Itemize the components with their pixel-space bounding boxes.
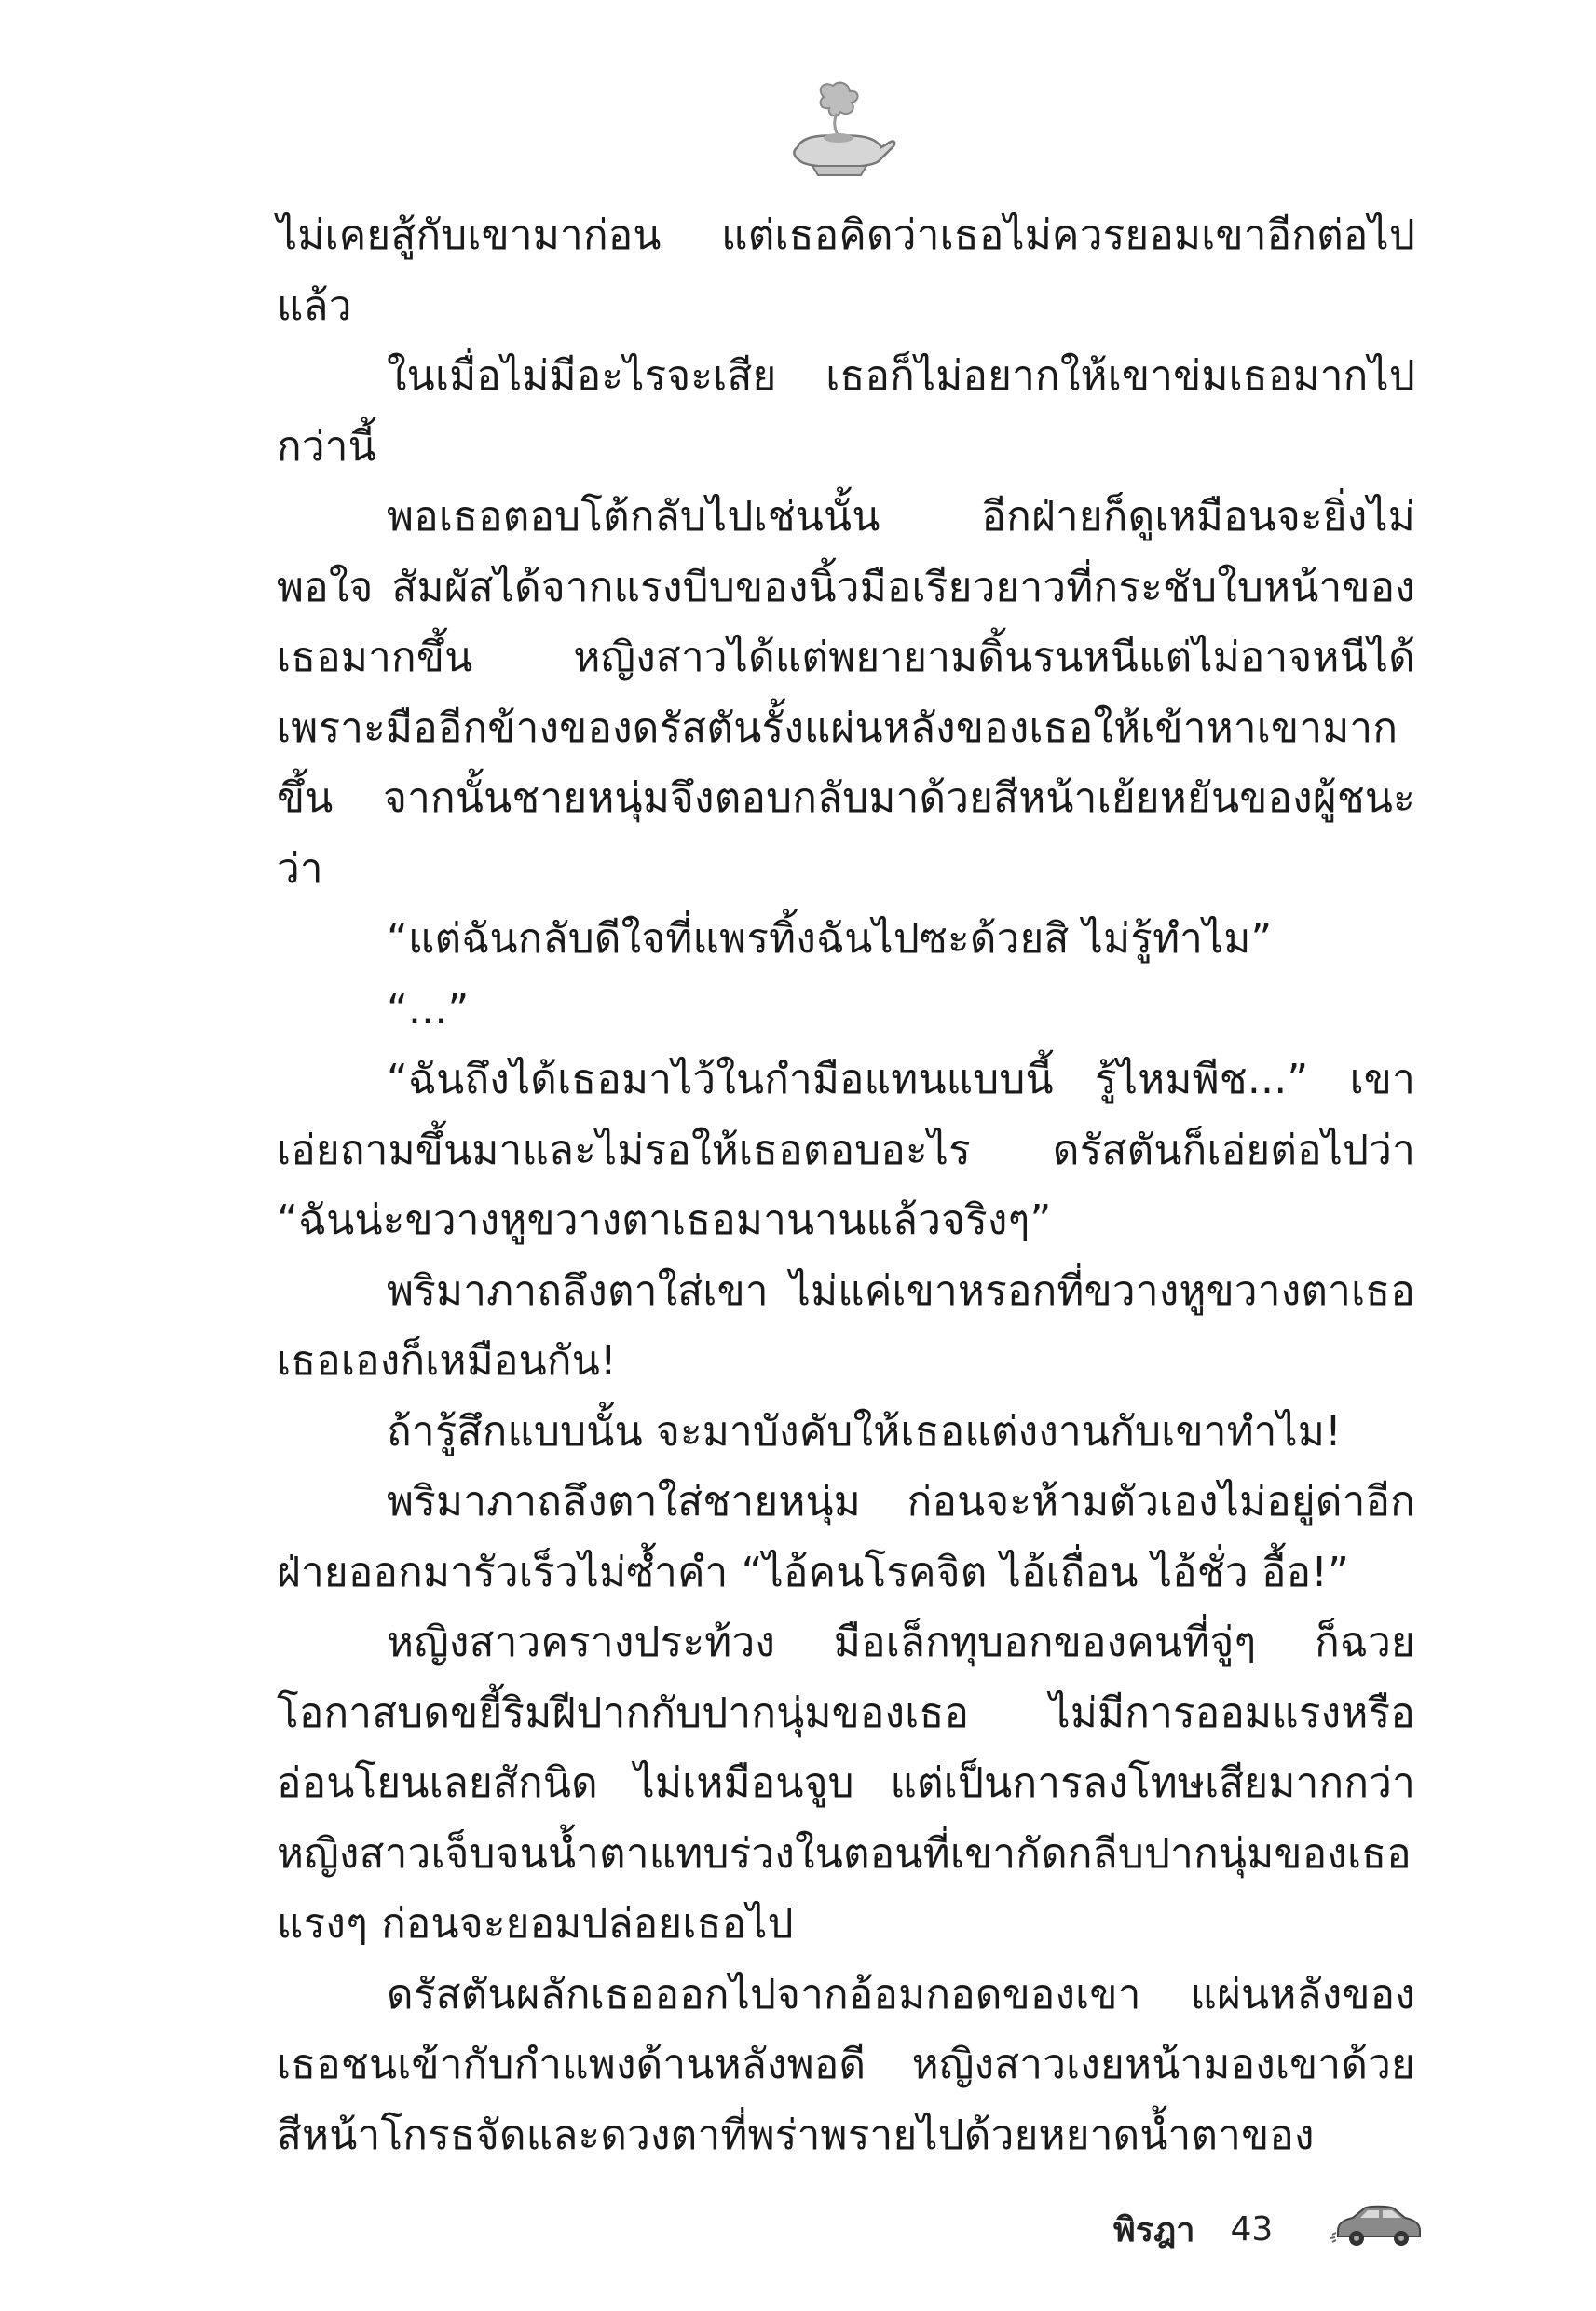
paragraph: พริมาภาถลึงตาใส่เขา ไม่แค่เขาหรอกที่ขวางหูขวางตาเธอ เธอเองก็เหมือนกัน! — [277, 1266, 1415, 1385]
paragraph: ไม่เคยสู้กับเขามาก่อน แต่เธอคิดว่าเธอไม่ควรยอมเขาอีกต่อไปแล้ว — [277, 212, 1415, 330]
page-number: 43 — [1230, 2209, 1274, 2249]
paragraph: ในเมื่อไม่มีอะไรจะเสีย เธอก็ไม่อยากให้เขาข่มเธอมากไปกว่านี้ — [277, 352, 1415, 471]
paragraph: หญิงสาวครางประท้วง มือเล็กทุบอกของคนที่จู่ๆ ก็ฉวยโอกาสบดขยี้ริมฝีปากกับปากนุ่มของเธอ ไม่มีการออมแรงหรืออ่อนโยนเลยสักนิด ไม่เหมือนจูบ แต่เป็นการลงโทษเสียมากกว่า หญิงสาวเจ็บจนน้ำตาแทบร่วงในตอนที่เขากัดกลีบปากนุ่มของเธอแรงๆ ก่อนจะยอมปล่อยเธอไป — [277, 1619, 1415, 1948]
paragraph: “ฉันถึงได้เธอมาไว้ในกำมือแทนแบบนี้ รู้ไหมพีช...” เขาเอ่ยถามขึ้นมาและไม่รอให้เธอตอบอะไร ดรัสตันก็เอ่ยต่อไปว่า “ฉันน่ะขวางหูขวางตาเธอมานานแล้วจริงๆ” — [277, 1056, 1415, 1244]
paragraph: “...” — [387, 985, 470, 1033]
footer-author: พิรฎา — [1113, 2210, 1195, 2249]
page-footer — [1113, 2201, 1273, 2257]
paragraph: พริมาภาถลึงตาใส่ชายหนุ่ม ก่อนจะห้ามตัวเองไม่อยู่ด่าอีกฝ่ายออกมารัวเร็วไม่ซ้ำคำ “ไอ้คนโรคจิต ไอ้เถื่อน ไอ้ชั่ว อื้อ!” — [277, 1478, 1415, 1596]
magic-lamp-icon — [779, 76, 900, 188]
paragraph: ถ้ารู้สึกแบบนั้น จะมาบังคับให้เธอแต่งงานกับเขาทำไม! — [387, 1407, 1342, 1456]
paragraph: “แต่ฉันกลับดีใจที่แพรทิ้งฉันไปซะด้วยสิ ไม่รู้ทำไม” — [387, 915, 1273, 963]
car-icon — [1330, 2199, 1424, 2250]
body-text — [277, 200, 1415, 2170]
paragraph: พอเธอตอบโต้กลับไปเช่นนั้น อีกฝ่ายก็ดูเหมือนจะยิ่งไม่พอใจ สัมผัสได้จากแรงบีบของนิ้วมือเรียวยาวที่กระชับใบหน้าของเธอมากขึ้น หญิงสาวได้แต่พยายามดิ้นรนหนีแต่ไม่อาจหนีได้ เพราะมืออีกข้างของดรัสตันรั้งแผ่นหลังของเธอให้เข้าหาเขามากขึ้น จากนั้นชายหนุ่มจึงตอบกลับมาด้วยสีหน้าเย้ยหยันของผู้ชนะว่า — [277, 493, 1415, 893]
paragraph: ดรัสตันผลักเธอออกไปจากอ้อมกอดของเขา แผ่นหลังของเธอชนเข้ากับกำแพงด้านหลังพอดี หญิงสาวเงยหน้ามองเขาด้วยสีหน้าโกรธจัดและดวงตาที่พร่าพรายไปด้วยหยาดน้ำตาของ — [277, 1970, 1415, 2159]
